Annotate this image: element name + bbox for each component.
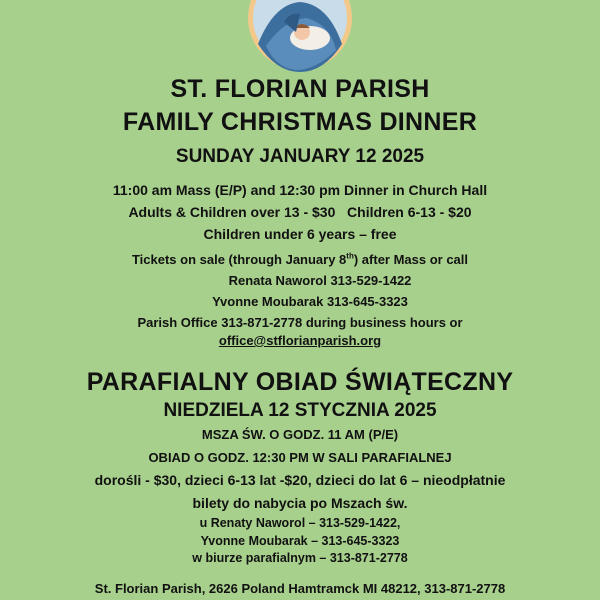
footer-address: St. Florian Parish, 2626 Poland Hamtramck MI 48212, 313-871-2778 bbox=[94, 581, 506, 596]
tickets-prefix: Tickets on sale (through January 8 bbox=[131, 252, 347, 267]
office-email-link[interactable]: office@stflorianparish.org bbox=[218, 333, 382, 348]
polish-mass: MSZA ŚW. O GODZ. 11 AM (P/E) bbox=[201, 427, 399, 442]
tickets-line bbox=[0, 252, 600, 267]
schedule: 11:00 am Mass (E/P) and 12:30 pm Dinner in Church Hall bbox=[112, 182, 488, 198]
title-line-1: ST. FLORIAN PARISH bbox=[170, 75, 430, 103]
polish-title: PARAFIALNY OBIAD ŚWIĄTECZNY bbox=[86, 368, 514, 396]
polish-contact-yvonne: Yvonne Moubarak – 313-645-3323 bbox=[200, 534, 400, 548]
contact-yvonne: Yvonne Moubarak 313-645-3323 bbox=[212, 294, 408, 309]
prices: Adults & Children over 13 - $30 Children 6-13 - $20 bbox=[128, 204, 472, 220]
title-line-2: FAMILY CHRISTMAS DINNER bbox=[122, 108, 478, 136]
contact-renata: Renata Naworol 313-529-1422 bbox=[228, 273, 412, 288]
tickets-suffix: ) after Mass or call bbox=[353, 252, 469, 267]
polish-dinner: OBIAD O GODZ. 12:30 PM W SALI PARAFIALNEJ bbox=[148, 450, 452, 465]
polish-office: w biurze parafialnym – 313-871-2778 bbox=[192, 551, 408, 565]
tickets-superscript: th bbox=[346, 251, 354, 261]
parish-office: Parish Office 313-871-2778 during business hours or bbox=[137, 315, 463, 330]
polish-tickets: bilety do nabycia po Mszach św. bbox=[192, 495, 408, 511]
holy-family-icon bbox=[244, 0, 356, 74]
polish-prices: dorośli - $30, dzieci 6-13 lat -$20, dzieci do lat 6 – nieodpłatnie bbox=[94, 472, 506, 488]
polish-date: NIEDZIELA 12 STYCZNIA 2025 bbox=[163, 400, 437, 421]
polish-contact-renata: u Renaty Naworol – 313-529-1422, bbox=[199, 516, 401, 530]
event-date: SUNDAY JANUARY 12 2025 bbox=[175, 146, 425, 167]
free-line: Children under 6 years – free bbox=[203, 226, 397, 242]
